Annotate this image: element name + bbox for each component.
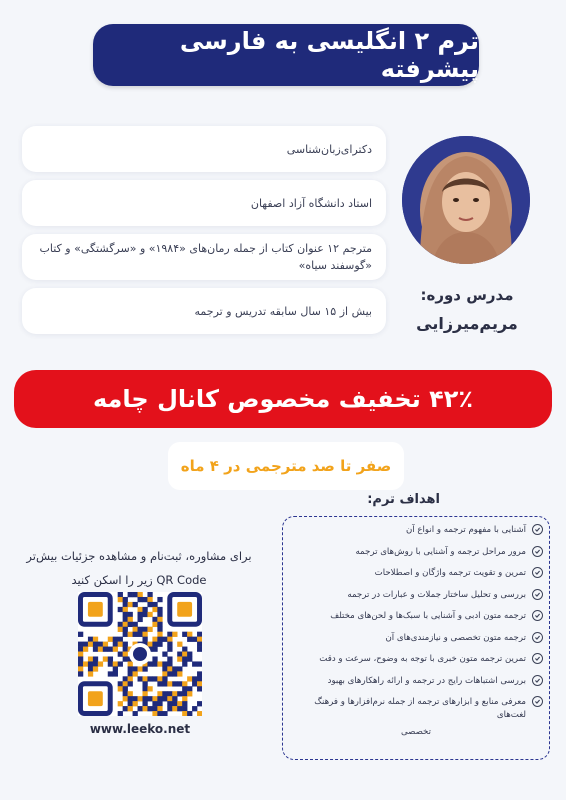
check-circle-icon (532, 567, 543, 578)
cta-line-2: QR Code زیر را اسکن کنید (71, 573, 207, 587)
check-circle-icon (532, 546, 543, 557)
credential-card-1 (22, 126, 386, 172)
credential-card-2 (22, 180, 386, 226)
credential-text: بیش از ۱۵ سال سابقه تدریس و ترجمه (194, 304, 372, 318)
cta-text (18, 544, 260, 592)
check-circle-icon (532, 524, 543, 535)
goals-list (282, 516, 550, 760)
portrait-illustration (402, 136, 530, 264)
credential-text: دکترای‌زبان‌شناسی (286, 142, 372, 156)
check-circle-icon (532, 675, 543, 686)
instructor-photo (402, 136, 530, 264)
goal-item: بررسی و تحلیل ساختار جملات و عبارات در ترجمه (289, 589, 543, 602)
goal-item: تمرین ترجمه متون خبری با توجه به وضوح، سرعت و دقت (289, 653, 543, 666)
discount-banner: ۴۲٪ تخفیف مخصوص کانال چامه (14, 370, 552, 428)
goal-item: بررسی اشتباهات رایج در ترجمه و ارائه راهکارهای بهبود (289, 675, 543, 688)
credential-text: مترجم ۱۲ عنوان کتاب از جمله رمان‌های «۱۹۸۴» و «سرگشتگی» و کتاب «گوسفند سیاه» (39, 242, 372, 272)
goals-title: اهداف ترم: (367, 492, 440, 507)
check-circle-icon (532, 589, 543, 600)
qr-code[interactable] (78, 592, 202, 716)
goal-item: مرور مراحل ترجمه و آشنایی با روش‌های ترجمه (289, 546, 543, 559)
instructor-label: مدرس دوره: (420, 286, 514, 304)
course-subtitle: صفر تا صد مترجمی در ۴ ماه (168, 442, 404, 490)
goal-item: معرفی منابع و ابزارهای ترجمه از جمله نرم‌افزارها و فرهنگ لغت‌های (289, 696, 543, 722)
credential-text: استاد دانشگاه آزاد اصفهان (250, 196, 372, 210)
credential-card-3 (22, 234, 386, 280)
credential-card-4 (22, 288, 386, 334)
goal-item: تمرین و تقویت ترجمه واژگان و اصطلاحات (289, 567, 543, 580)
instructor-name: مریم‌میرزایی (416, 314, 518, 333)
website-link[interactable]: www.leeko.net (89, 722, 191, 736)
check-circle-icon (532, 653, 543, 664)
qr-code-graphic (78, 592, 202, 716)
goal-item: ترجمه متون ادبی و آشنایی با سبک‌ها و لحن‌های مختلف (289, 610, 543, 623)
cta-line-1: برای مشاوره، ثبت‌نام و مشاهده جزئیات بیش‌تر (26, 549, 252, 563)
check-circle-icon (532, 632, 543, 643)
check-circle-icon (532, 696, 543, 707)
goal-item: آشنایی با مفهوم ترجمه و انواع آن (289, 524, 543, 537)
goal-item: ترجمه متون تخصصی و نیازمندی‌های آن (289, 632, 543, 645)
check-circle-icon (532, 610, 543, 621)
page-title: ترم ۲ انگلیسی به فارسی پیشرفته (93, 24, 479, 86)
goal-item-continuation: تخصصی (400, 726, 431, 737)
